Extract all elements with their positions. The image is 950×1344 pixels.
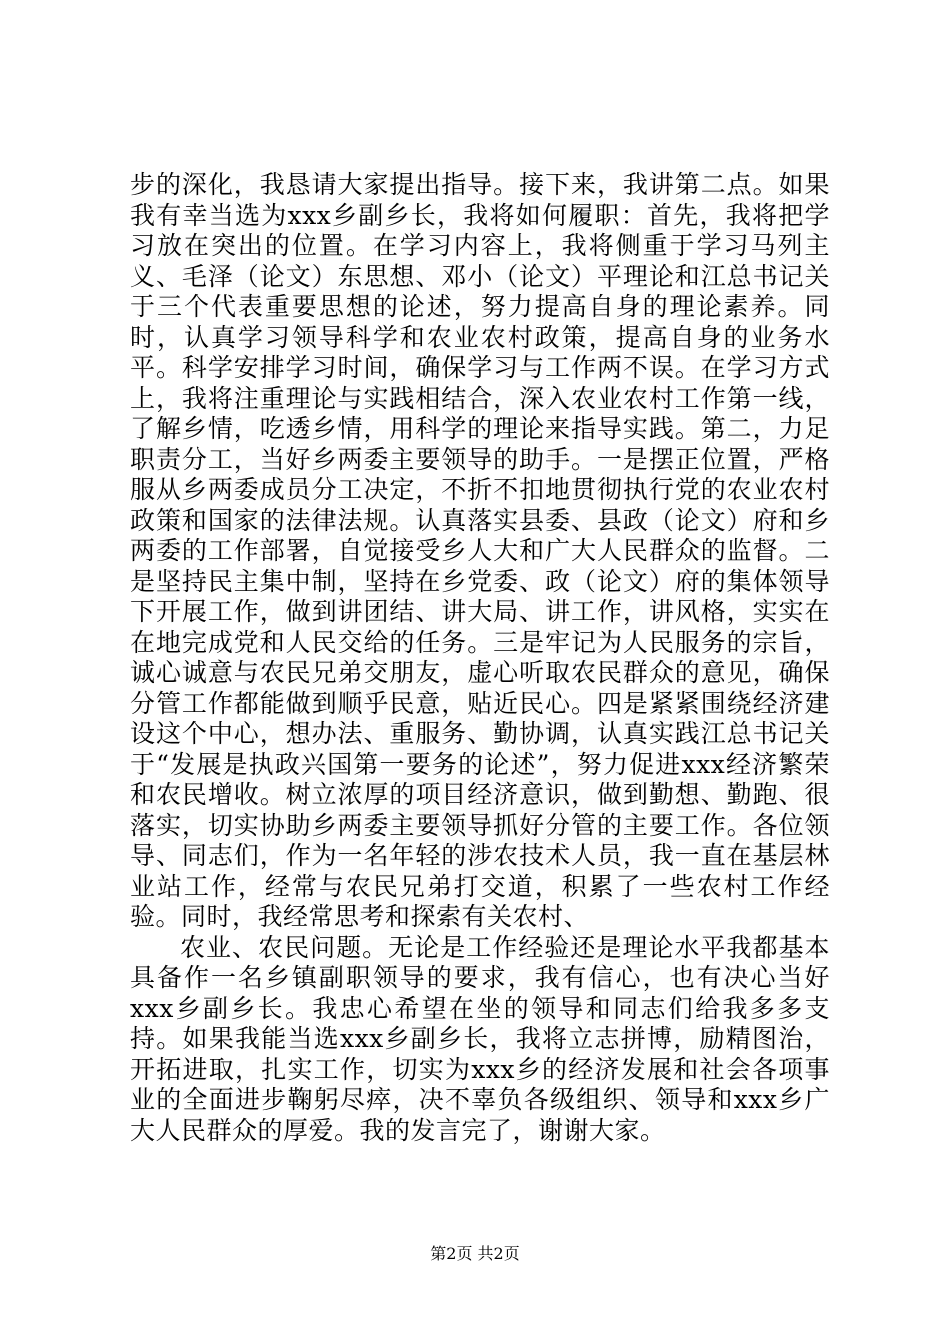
body-paragraph-2: 农业、农民问题。无论是工作经验还是理论水平我都基本具备作一名乡镇副职领导的要求，我有信心，也有决心当好xxx乡副乡长。我忠心希望在坐的领导和同志们给我多多支持。如果我能当选xxx乡副乡长，我将立志拼博，励精图治，开拓进取，扎实工作，切实为xxx乡的经济发展和社会各项事业的全面进步鞠躬尽瘁，决不辜负各级组织、领导和xxx乡广大人民群众的厚爱。我的发言完了，谢谢大家。 xyxy=(130,932,830,1145)
page-number: 第2页 共2页 xyxy=(430,1244,520,1263)
page-footer xyxy=(0,1244,950,1264)
body-paragraph-1: 步的深化，我恳请大家提出指导。接下来，我讲第二点。如果我有幸当选为xxx乡副乡长，我将如何履职：首先，我将把学习放在突出的位置。在学习内容上，我将侧重于学习马列主义、毛泽（论文）东思想、邓小（论文）平理论和江总书记关于三个代表重要思想的论述，努力提高自身的理论素养。同时，认真学习领导科学和农业农村政策，提高自身的业务水平。科学安排学习时间，确保学习与工作两不误。在学习方式上，我将注重理论与实践相结合，深入农业农村工作第一线，了解乡情，吃透乡情，用科学的理论来指导实践。第二，力足职责分工，当好乡两委主要领导的助手。一是摆正位置，严格服从乡两委成员分工决定，不折不扣地贯彻执行党的农业农村政策和国家的法律法规。认真落实县委、县政（论文）府和乡两委的工作部署，自觉接受乡人大和广大人民群众的监督。二是坚持民主集中制，坚持在乡党委、政（论文）府的集体领导下开展工作，做到讲团结、讲大局、讲工作，讲风格，实实在在地完成党和人民交给的任务。三是牢记为人民服务的宗旨，诚心诚意与农民兄弟交朋友，虚心听取农民群众的意见，确保分管工作都能做到顺乎民意，贴近民心。四是紧紧围绕经济建设这个中心，想办法、重服务、勤协调，认真实践江总书记关于“发展是执政兴国第一要务的论述”，努力促进xxx经济繁荣和农民增收。树立浓厚的项目经济意识，做到勤想、勤跑、很落实，切实协助乡两委主要领导抓好分管的主要工作。各位领导、同志们，作为一名年轻的涉农技术人员，我一直在基层林业站工作，经常与农民兄弟打交道，积累了一些农村工作经验。同时，我经常思考和探索有关农村、 xyxy=(130,170,830,931)
document-body xyxy=(130,170,830,1146)
